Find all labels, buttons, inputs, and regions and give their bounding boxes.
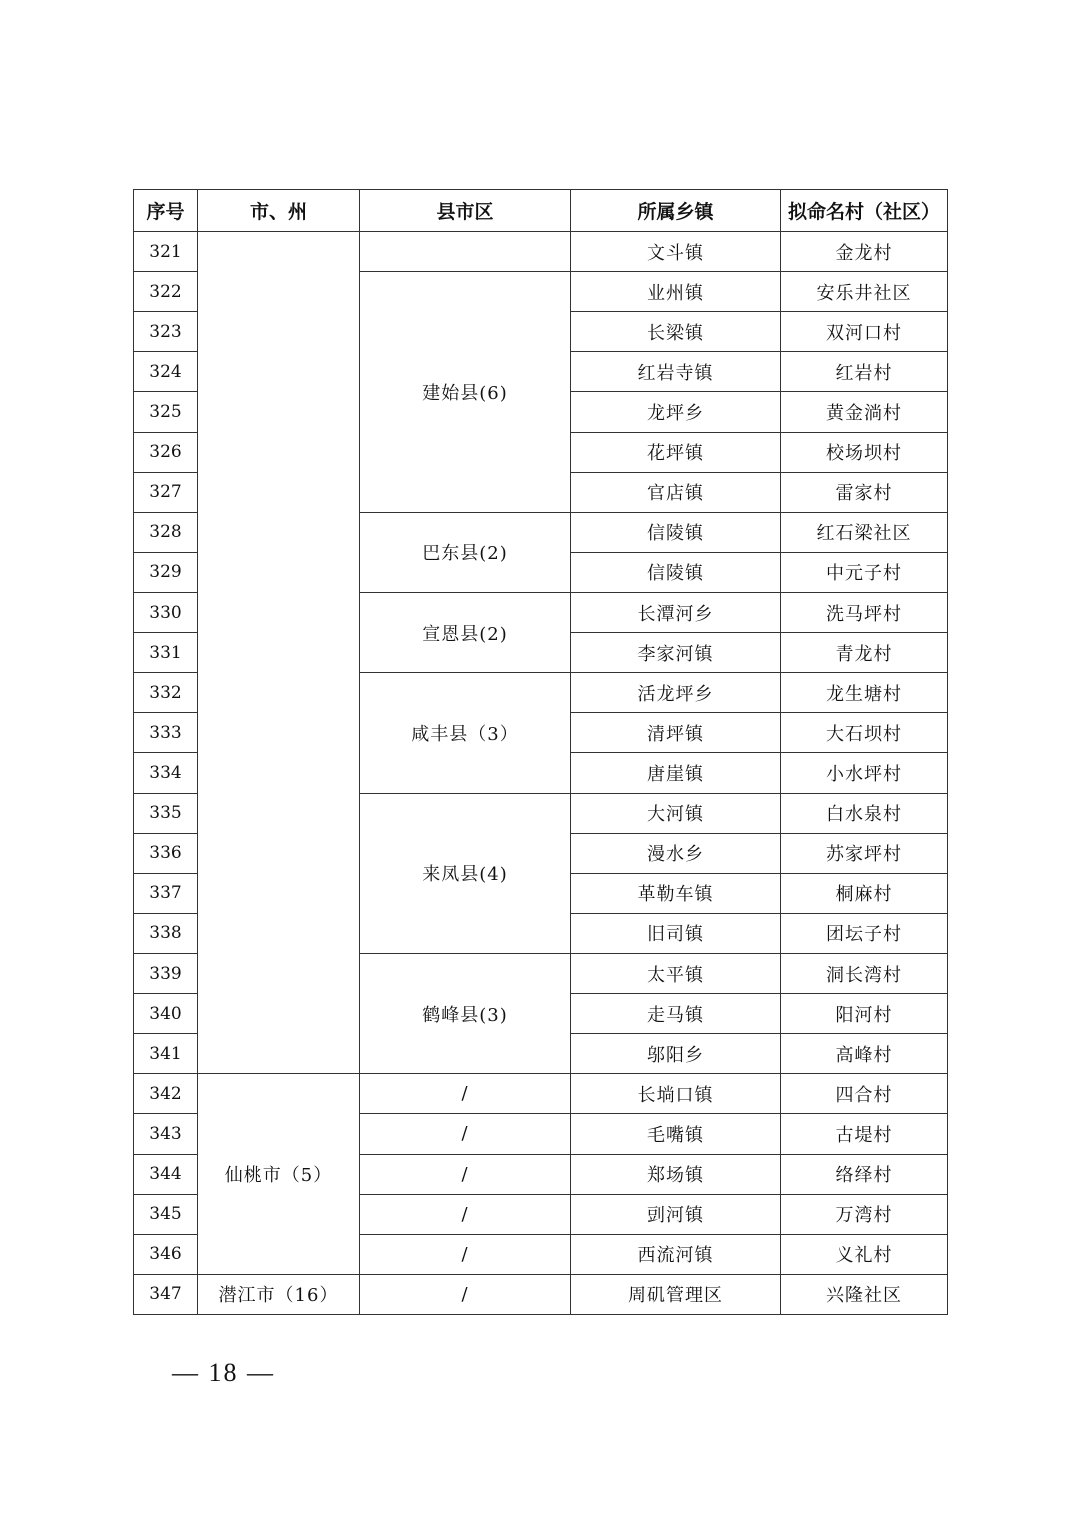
county-cell: / <box>360 1194 571 1234</box>
table-row <box>134 232 948 272</box>
county-cell: / <box>360 1074 571 1114</box>
village-cell: 高峰村 <box>781 1034 948 1074</box>
village-cell: 小水坪村 <box>781 753 948 793</box>
village-cell: 青龙村 <box>781 633 948 673</box>
township-cell: 旧司镇 <box>571 913 781 953</box>
page-number: — 18 — <box>172 1358 275 1387</box>
village-cell: 双河口村 <box>781 312 948 352</box>
township-cell: 剅河镇 <box>571 1194 781 1234</box>
header-county-district: 县市区 <box>360 190 571 232</box>
county-cell: 巴东县(2) <box>360 512 571 592</box>
village-cell: 络绎村 <box>781 1154 948 1194</box>
village-cell: 桐麻村 <box>781 873 948 913</box>
table-header-row <box>134 190 948 232</box>
county-cell: 宣恩县(2) <box>360 592 571 672</box>
village-cell: 雷家村 <box>781 472 948 512</box>
township-cell: 红岩寺镇 <box>571 352 781 392</box>
county-cell: 鹤峰县(3) <box>360 953 571 1073</box>
township-cell: 活龙坪乡 <box>571 673 781 713</box>
township-cell: 太平镇 <box>571 953 781 993</box>
serial-number: 321 <box>134 232 198 272</box>
table-row <box>134 1074 948 1114</box>
serial-number: 325 <box>134 392 198 432</box>
township-cell: 李家河镇 <box>571 633 781 673</box>
village-cell: 安乐井社区 <box>781 272 948 312</box>
village-cell: 万湾村 <box>781 1194 948 1234</box>
township-cell: 大河镇 <box>571 793 781 833</box>
serial-number: 338 <box>134 913 198 953</box>
serial-number: 344 <box>134 1154 198 1194</box>
village-cell: 义礼村 <box>781 1234 948 1274</box>
serial-number: 322 <box>134 272 198 312</box>
village-cell: 团坛子村 <box>781 913 948 953</box>
serial-number: 327 <box>134 472 198 512</box>
city-cell-empty <box>198 232 360 1074</box>
township-cell: 周矶管理区 <box>571 1274 781 1314</box>
header-city-prefecture: 市、州 <box>198 190 360 232</box>
serial-number: 323 <box>134 312 198 352</box>
township-cell: 邬阳乡 <box>571 1034 781 1074</box>
township-cell: 长潭河乡 <box>571 592 781 632</box>
serial-number: 329 <box>134 552 198 592</box>
village-cell: 苏家坪村 <box>781 833 948 873</box>
header-township: 所属乡镇 <box>571 190 781 232</box>
header-village-community: 拟命名村（社区） <box>781 190 948 232</box>
village-cell: 兴隆社区 <box>781 1274 948 1314</box>
serial-number: 333 <box>134 713 198 753</box>
serial-number: 332 <box>134 673 198 713</box>
serial-number: 339 <box>134 953 198 993</box>
county-cell: / <box>360 1114 571 1154</box>
village-cell: 古堤村 <box>781 1114 948 1154</box>
township-cell: 信陵镇 <box>571 512 781 552</box>
village-cell: 大石坝村 <box>781 713 948 753</box>
village-cell: 白水泉村 <box>781 793 948 833</box>
table-row <box>134 1274 948 1314</box>
county-cell: / <box>360 1154 571 1194</box>
village-cell: 中元子村 <box>781 552 948 592</box>
city-cell: 仙桃市（5） <box>198 1074 360 1275</box>
township-cell: 长埫口镇 <box>571 1074 781 1114</box>
village-cell: 四合村 <box>781 1074 948 1114</box>
township-cell: 革勒车镇 <box>571 873 781 913</box>
serial-number: 345 <box>134 1194 198 1234</box>
township-cell: 长梁镇 <box>571 312 781 352</box>
serial-number: 347 <box>134 1274 198 1314</box>
township-cell: 毛嘴镇 <box>571 1114 781 1154</box>
county-cell-empty <box>360 232 571 272</box>
township-cell: 郑场镇 <box>571 1154 781 1194</box>
header-serial-number: 序号 <box>134 190 198 232</box>
county-cell: 来凤县(4) <box>360 793 571 953</box>
serial-number: 324 <box>134 352 198 392</box>
village-cell: 洞长湾村 <box>781 953 948 993</box>
county-cell: / <box>360 1274 571 1314</box>
township-cell: 唐崖镇 <box>571 753 781 793</box>
township-cell: 花坪镇 <box>571 432 781 472</box>
village-cell: 龙生塘村 <box>781 673 948 713</box>
serial-number: 341 <box>134 1034 198 1074</box>
serial-number: 328 <box>134 512 198 552</box>
village-cell: 黄金淌村 <box>781 392 948 432</box>
serial-number: 337 <box>134 873 198 913</box>
township-cell: 龙坪乡 <box>571 392 781 432</box>
serial-number: 342 <box>134 1074 198 1114</box>
village-list-table <box>133 189 948 1315</box>
serial-number: 336 <box>134 833 198 873</box>
serial-number: 346 <box>134 1234 198 1274</box>
serial-number: 334 <box>134 753 198 793</box>
county-cell: 咸丰县（3） <box>360 673 571 793</box>
township-cell: 走马镇 <box>571 994 781 1034</box>
village-cell: 洗马坪村 <box>781 592 948 632</box>
village-cell: 阳河村 <box>781 994 948 1034</box>
township-cell: 业州镇 <box>571 272 781 312</box>
township-cell: 漫水乡 <box>571 833 781 873</box>
serial-number: 340 <box>134 994 198 1034</box>
village-cell: 金龙村 <box>781 232 948 272</box>
township-cell: 信陵镇 <box>571 552 781 592</box>
serial-number: 330 <box>134 592 198 632</box>
city-cell: 潜江市（16） <box>198 1274 360 1314</box>
serial-number: 326 <box>134 432 198 472</box>
township-cell: 清坪镇 <box>571 713 781 753</box>
township-cell: 官店镇 <box>571 472 781 512</box>
serial-number: 335 <box>134 793 198 833</box>
village-cell: 校场坝村 <box>781 432 948 472</box>
serial-number: 331 <box>134 633 198 673</box>
village-cell: 红岩村 <box>781 352 948 392</box>
county-cell: / <box>360 1234 571 1274</box>
township-cell: 文斗镇 <box>571 232 781 272</box>
township-cell: 西流河镇 <box>571 1234 781 1274</box>
serial-number: 343 <box>134 1114 198 1154</box>
village-cell: 红石梁社区 <box>781 512 948 552</box>
county-cell: 建始县(6) <box>360 272 571 513</box>
